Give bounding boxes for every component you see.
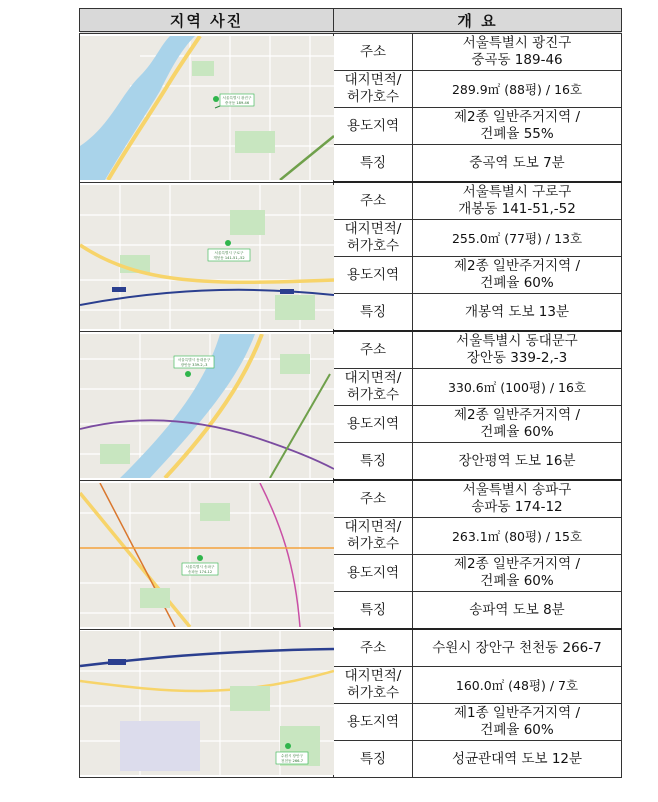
site-2-area-label-1: 대지면적/	[344, 221, 402, 237]
site-1-zoning-line-1: 제2종 일반주거지역 /	[453, 109, 581, 125]
site-5-map-tag-1: 수원시 장안구	[281, 754, 303, 759]
site-2-address-line-1: 서울특별시 구로구	[462, 184, 572, 200]
site-3-address-line-1: 서울특별시 동대문구	[456, 333, 578, 349]
site-3-area-value: 330.6㎡ (100평) / 16호	[413, 369, 622, 406]
site-4-zoning-line-2: 건폐율 60%	[480, 573, 554, 589]
site-3-zoning-line-1: 제2종 일반주거지역 /	[453, 407, 581, 423]
site-5-address-value	[413, 629, 622, 667]
site-1-map-image	[80, 36, 334, 180]
site-5-area-value: 160.0㎡ (48평) / 7호	[413, 667, 622, 704]
site-2-address-row	[80, 182, 622, 220]
site-1-address-line-2: 중곡동 189-46	[471, 52, 563, 68]
site-4-area-label	[334, 518, 413, 555]
site-2-zoning-line-1: 제2종 일반주거지역 /	[453, 258, 581, 274]
site-2-map-tag-1: 서울특별시 구로구	[214, 250, 244, 255]
site-5-map-tag-2: 천천동 266-7	[281, 759, 303, 764]
site-4-zoning-value	[413, 555, 622, 592]
site-3-zoning-value	[413, 406, 622, 443]
site-4-address-label: 주소	[334, 480, 413, 518]
site-5-zoning-line-1: 제1종 일반주거지역 /	[453, 705, 581, 721]
header-photo: 지역 사진	[80, 9, 334, 33]
site-5-address-label: 주소	[334, 629, 413, 667]
site-4-map-image	[80, 483, 334, 627]
site-1-address-value	[413, 33, 622, 71]
site-1-map-tag-2: 중곡동 189-46	[224, 100, 250, 105]
site-5-zoning-value	[413, 704, 622, 741]
site-5-area-label-1: 대지면적/	[344, 668, 402, 684]
site-3-features-value: 장안평역 도보 16분	[413, 443, 622, 481]
site-4-area-label-1: 대지면적/	[344, 519, 402, 535]
site-5-address-row	[80, 629, 622, 667]
site-1-area-label-1: 대지면적/	[344, 72, 402, 88]
site-4-map	[80, 480, 334, 629]
site-1-map	[80, 33, 334, 183]
property-table-sheet	[79, 8, 621, 790]
site-2-address-label: 주소	[334, 182, 413, 220]
site-4-area-value: 263.1㎡ (80평) / 15호	[413, 518, 622, 555]
site-1-features-value: 중곡역 도보 7분	[413, 145, 622, 183]
site-3-map-tag-1: 서울특별시 동대문구	[177, 357, 211, 362]
site-1-zoning-label: 용도지역	[334, 108, 413, 145]
site-2-map	[80, 182, 334, 331]
site-2-map-tag-2: 개봉동 141-51,-52	[213, 255, 245, 260]
site-3-features-label: 특징	[334, 443, 413, 481]
site-2-zoning-label: 용도지역	[334, 257, 413, 294]
site-3-map-image	[80, 334, 334, 478]
site-1-area-value: 289.9㎡ (88평) / 16호	[413, 71, 622, 108]
site-2-area-value: 255.0㎡ (77평) / 13호	[413, 220, 622, 257]
site-5-map-image	[80, 631, 334, 775]
site-2-features-label: 특징	[334, 294, 413, 332]
site-5-address-line-1: 수원시 장안구 천천동 266-7	[432, 639, 602, 656]
site-2-map-image	[80, 185, 334, 329]
site-4-address-value	[413, 480, 622, 518]
site-3-address-label: 주소	[334, 331, 413, 369]
site-5-area-label	[334, 667, 413, 704]
site-2-area-label	[334, 220, 413, 257]
site-4-address-line-1: 서울특별시 송파구	[462, 482, 572, 498]
site-3-address-row	[80, 331, 622, 369]
site-3-area-label	[334, 369, 413, 406]
site-5-map	[80, 629, 334, 778]
site-4-features-value: 송파역 도보 8분	[413, 592, 622, 630]
site-3-zoning-line-2: 건폐율 60%	[480, 424, 554, 440]
site-3-area-label-2: 허가호수	[346, 387, 400, 403]
site-3-area-label-1: 대지면적/	[344, 370, 402, 386]
site-4-address-row	[80, 480, 622, 518]
property-table	[79, 8, 622, 778]
site-5-area-label-2: 허가호수	[346, 685, 400, 701]
site-2-features-value: 개봉역 도보 13분	[413, 294, 622, 332]
site-2-zoning-value	[413, 257, 622, 294]
site-1-address-line-1: 서울특별시 광진구	[462, 35, 572, 51]
site-4-zoning-label: 용도지역	[334, 555, 413, 592]
site-5-zoning-label: 용도지역	[334, 704, 413, 741]
site-1-address-row	[80, 33, 622, 71]
site-1-zoning-value	[413, 108, 622, 145]
site-1-area-label	[334, 71, 413, 108]
site-4-area-label-2: 허가호수	[346, 536, 400, 552]
site-2-zoning-line-2: 건폐율 60%	[480, 275, 554, 291]
table-header-row	[80, 9, 622, 33]
site-4-address-line-2: 송파동 174-12	[471, 499, 563, 515]
site-4-map-tag-1: 서울특별시 송파구	[185, 564, 215, 569]
site-3-zoning-label: 용도지역	[334, 406, 413, 443]
site-5-features-value: 성균관대역 도보 12분	[413, 741, 622, 778]
site-1-zoning-line-2: 건폐율 55%	[480, 126, 554, 142]
site-2-area-label-2: 허가호수	[346, 238, 400, 254]
site-4-features-label: 특징	[334, 592, 413, 630]
site-3-map-tag-2: 장안동 339-2,-3	[180, 362, 208, 367]
site-1-features-label: 특징	[334, 145, 413, 183]
site-2-address-value	[413, 182, 622, 220]
site-4-zoning-line-1: 제2종 일반주거지역 /	[453, 556, 581, 572]
site-5-features-label: 특징	[334, 741, 413, 778]
site-5-zoning-line-2: 건폐율 60%	[480, 722, 554, 738]
site-1-map-tag-1: 서울특별시 광진구	[222, 95, 252, 100]
site-3-address-value	[413, 331, 622, 369]
site-1-address-label: 주소	[334, 33, 413, 71]
header-summary: 개 요	[334, 9, 622, 33]
site-3-address-line-2: 장안동 339-2,-3	[466, 350, 568, 366]
site-1-area-label-2: 허가호수	[346, 89, 400, 105]
site-2-address-line-2: 개봉동 141-51,-52	[458, 201, 576, 217]
site-3-map	[80, 331, 334, 480]
site-4-map-tag-2: 송파동 174-12	[187, 569, 213, 574]
